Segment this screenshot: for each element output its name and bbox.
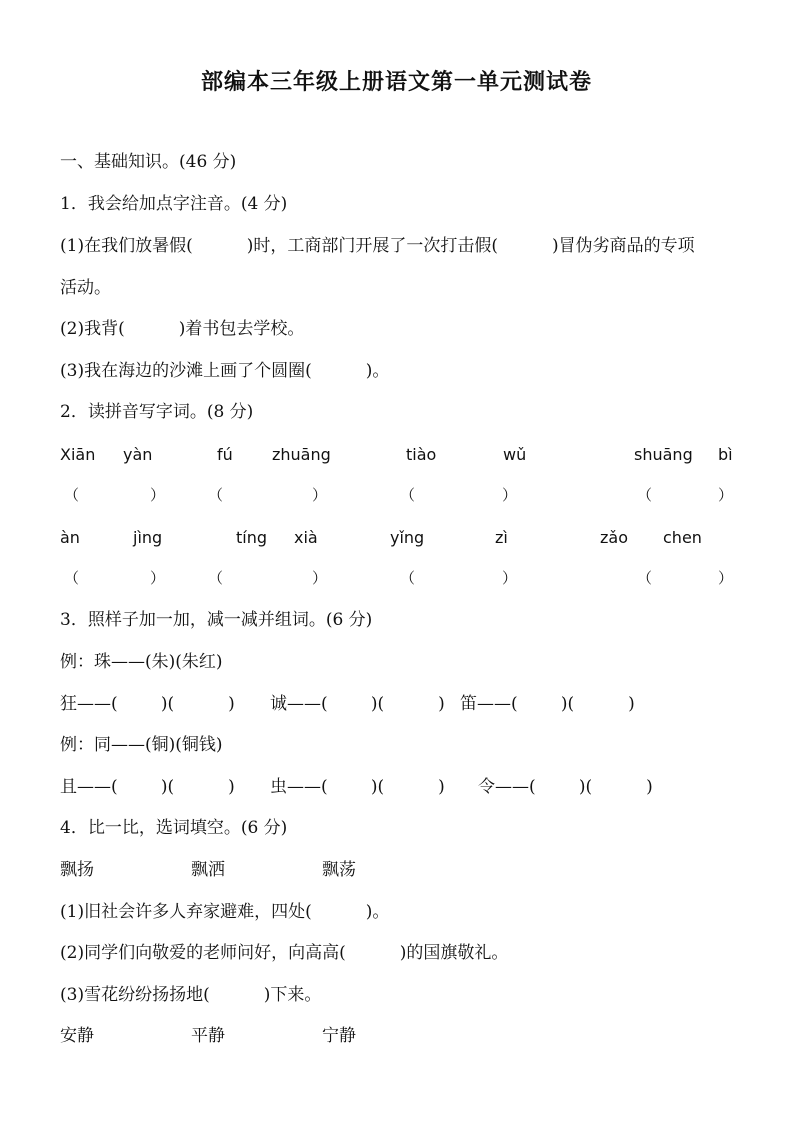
question-4-heading: 4．比一比，选词填空。(6 分) bbox=[60, 818, 288, 838]
pinyin-item: zì bbox=[495, 528, 508, 547]
section-basic-knowledge: 一、基础知识。(46 分) bbox=[60, 152, 237, 172]
pinyin-item: àn bbox=[60, 528, 80, 547]
question-3-example-2: 例：同——(铜)(铜钱) bbox=[60, 735, 223, 755]
question-4-item-3: (3)雪花纷纷扬扬地( )下来。 bbox=[60, 985, 322, 1005]
pinyin-item: tiào bbox=[406, 445, 437, 464]
question-4-item-2: (2)同学们向敬爱的老师问好，向高高( )的国旗敬礼。 bbox=[60, 943, 509, 963]
pinyin-item: Xiān bbox=[60, 445, 96, 464]
pinyin-item: jìng bbox=[133, 528, 163, 547]
word-build-item: 且——( )( ) bbox=[60, 777, 235, 797]
answer-blank-close: ） bbox=[312, 569, 328, 587]
word-choice: 平静 bbox=[191, 1026, 225, 1046]
word-choice: 飘荡 bbox=[322, 860, 356, 880]
pinyin-item: wǔ bbox=[503, 445, 527, 464]
question-1-item-2: (2)我背( )着书包去学校。 bbox=[60, 319, 305, 339]
pinyin-item: fú bbox=[217, 445, 233, 464]
pinyin-item: zǎo bbox=[600, 528, 628, 547]
answer-blank-close: ） bbox=[502, 569, 518, 587]
pinyin-item: shuāng bbox=[634, 445, 693, 464]
answer-blank-open: （ bbox=[208, 569, 224, 587]
answer-blank-close: ） bbox=[502, 486, 518, 504]
word-build-item: 狂——( )( ) bbox=[60, 694, 235, 714]
pinyin-item: yàn bbox=[123, 445, 153, 464]
word-build-item: 令——( )( ) bbox=[478, 777, 653, 797]
answer-blank-close: ） bbox=[150, 486, 166, 504]
answer-blank-open: （ bbox=[400, 569, 416, 587]
pinyin-item: chen bbox=[663, 528, 702, 547]
pinyin-item: yǐng bbox=[390, 528, 425, 547]
word-build-item: 诚——( )( ) bbox=[270, 694, 445, 714]
question-4-item-1: (1)旧社会许多人弃家避难，四处( )。 bbox=[60, 902, 390, 922]
answer-blank-open: （ bbox=[64, 486, 80, 504]
answer-blank-open: （ bbox=[64, 569, 80, 587]
word-choice: 飘扬 bbox=[60, 860, 94, 880]
question-1-heading: 1．我会给加点字注音。(4 分) bbox=[60, 194, 288, 214]
question-1-item-1-line-2: 活动。 bbox=[60, 278, 111, 298]
question-3-example-1: 例：珠——(朱)(朱红) bbox=[60, 652, 223, 672]
answer-blank-open: （ bbox=[208, 486, 224, 504]
question-1-item-3: (3)我在海边的沙滩上画了个圆圈( )。 bbox=[60, 361, 390, 381]
answer-blank-close: ） bbox=[718, 486, 734, 504]
pinyin-item: zhuāng bbox=[272, 445, 331, 464]
question-2-heading: 2．读拼音写字词。(8 分) bbox=[60, 402, 254, 422]
word-build-item: 虫——( )( ) bbox=[270, 777, 445, 797]
answer-blank-open: （ bbox=[637, 486, 653, 504]
word-choice: 飘洒 bbox=[191, 860, 225, 880]
page-title: 部编本三年级上册语文第一单元测试卷 bbox=[200, 69, 592, 95]
word-choice: 宁静 bbox=[322, 1026, 356, 1046]
question-1-item-1-line-1: (1)在我们放暑假( )时，工商部门开展了一次打击假( )冒伪劣商品的专项 bbox=[60, 236, 695, 256]
word-build-item: 笛——( )( ) bbox=[460, 694, 635, 714]
question-3-heading: 3．照样子加一加，减一减并组词。(6 分) bbox=[60, 610, 373, 630]
answer-blank-close: ） bbox=[150, 569, 166, 587]
answer-blank-close: ） bbox=[718, 569, 734, 587]
answer-blank-close: ） bbox=[312, 486, 328, 504]
pinyin-item: xià bbox=[294, 528, 318, 547]
answer-blank-open: （ bbox=[637, 569, 653, 587]
pinyin-item: tíng bbox=[236, 528, 268, 547]
answer-blank-open: （ bbox=[400, 486, 416, 504]
word-choice: 安静 bbox=[60, 1026, 94, 1046]
pinyin-item: bì bbox=[718, 445, 733, 464]
